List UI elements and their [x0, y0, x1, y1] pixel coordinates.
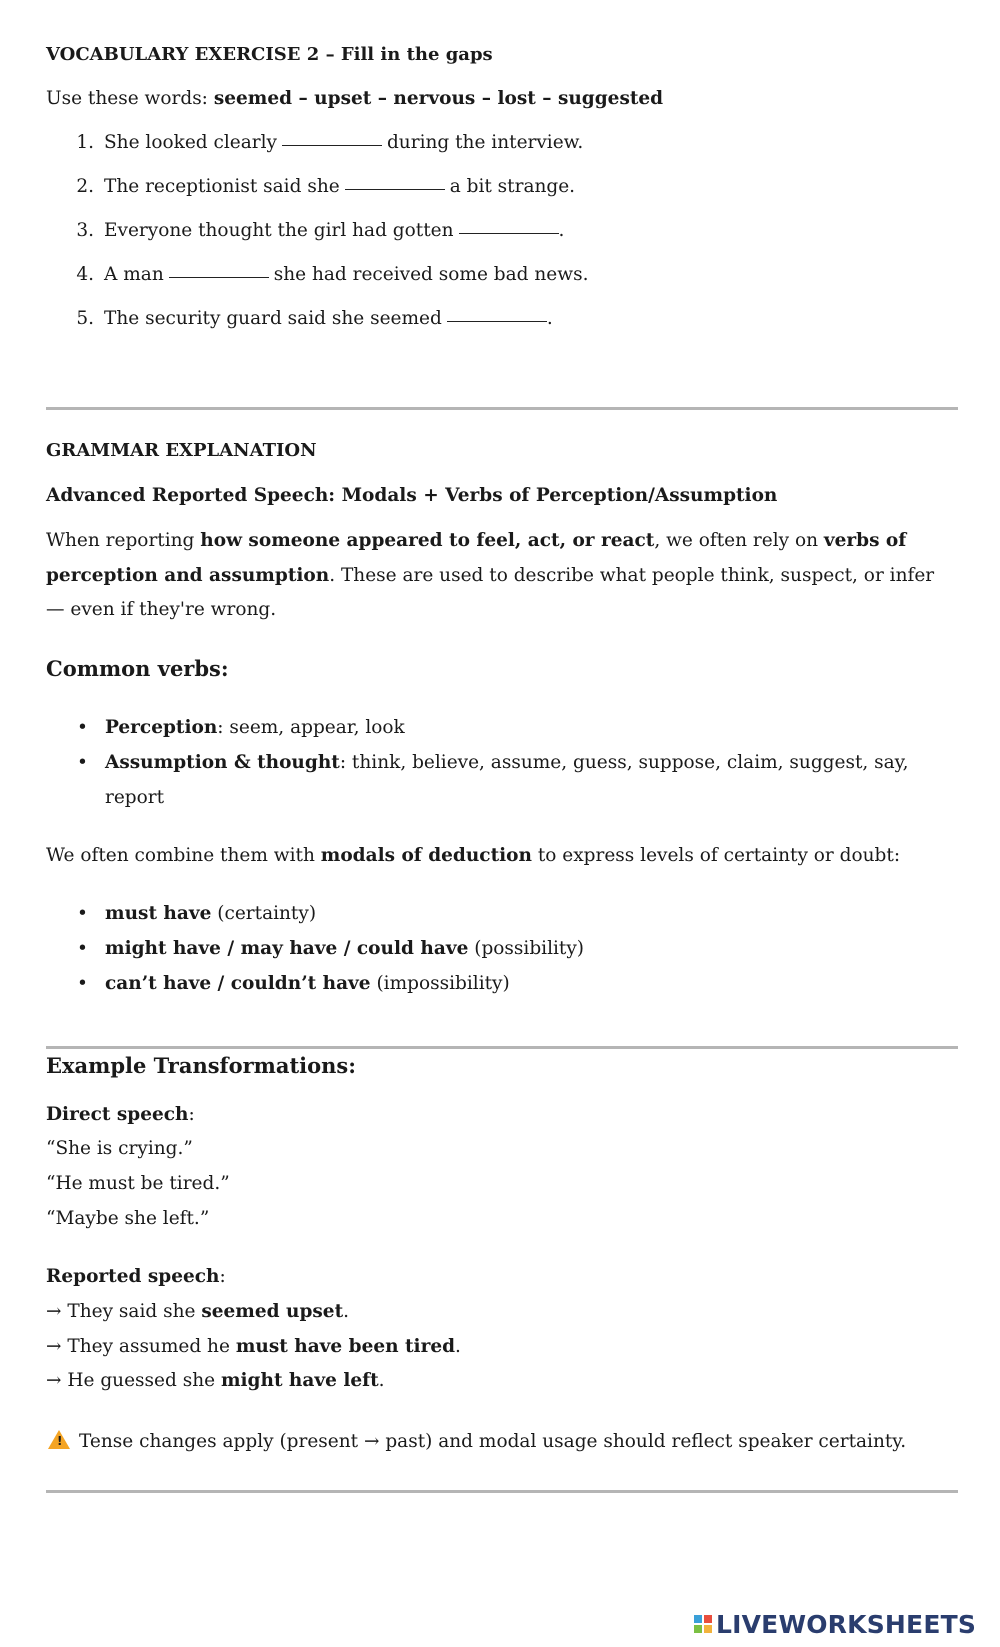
gap-item: 1. She looked clearly during the interview.: [76, 132, 584, 153]
grammar-heading: GRAMMAR EXPLANATION: [46, 440, 317, 461]
liveworksheets-logo: [694, 1610, 976, 1638]
common-verbs-heading: Common verbs:: [46, 656, 229, 681]
word-bank: seemed – upset – nervous – lost – suggested: [213, 88, 664, 109]
reported-speech-line: → He guessed she might have left.: [46, 1370, 385, 1391]
gap-blank[interactable]: [345, 189, 445, 190]
gap-item: 3. Everyone thought the girl had gotten .: [76, 220, 565, 241]
reported-speech-label: Reported speech:: [46, 1266, 226, 1287]
logo-text: LIVEWORKSHEETS: [716, 1609, 977, 1639]
gap-item: 4. A man she had received some bad news.: [76, 264, 589, 285]
reported-speech-line: → They assumed he must have been tired.: [46, 1336, 461, 1357]
gap-blank[interactable]: [447, 321, 547, 322]
vocab-instruction: Use these words: seemed – upset – nervous – lost – suggested: [46, 88, 664, 109]
gap-blank[interactable]: [169, 277, 269, 278]
warning-icon: !: [48, 1430, 70, 1449]
gap-blank[interactable]: [459, 233, 559, 234]
grammar-intro: When reporting how someone appeared to feel, act, or react, we often rely on verbs of perception and assumption. These are used to describe what people think, suspect, or infer — even if they're wrong.: [46, 530, 935, 620]
direct-speech-line: “She is crying.”: [46, 1138, 193, 1159]
divider: [46, 1046, 958, 1049]
direct-speech-line: “He must be tired.”: [46, 1173, 230, 1194]
direct-speech-label: Direct speech:: [46, 1104, 195, 1125]
list-item-continuation: report: [105, 787, 165, 808]
gap-blank[interactable]: [282, 145, 382, 146]
logo-mark-icon: [694, 1615, 712, 1633]
modals-intro: We often combine them with modals of deduction to express levels of certainty or doubt:: [46, 845, 901, 866]
vocab-title: VOCABULARY EXERCISE 2 – Fill in the gaps: [46, 44, 493, 65]
reported-speech-line: → They said she seemed upset.: [46, 1301, 350, 1322]
direct-speech-line: “Maybe she left.”: [46, 1208, 210, 1229]
gap-item: 2. The receptionist said she a bit strange.: [76, 176, 576, 197]
divider: [46, 407, 958, 410]
examples-heading: Example Transformations:: [46, 1053, 357, 1078]
divider: [46, 1490, 958, 1493]
gap-item: 5. The security guard said she seemed .: [76, 308, 553, 329]
tense-note: ! Tense changes apply (present → past) and modal usage should reflect speaker certainty.: [48, 1430, 906, 1452]
grammar-subheading: Advanced Reported Speech: Modals + Verbs of Perception/Assumption: [46, 485, 778, 506]
